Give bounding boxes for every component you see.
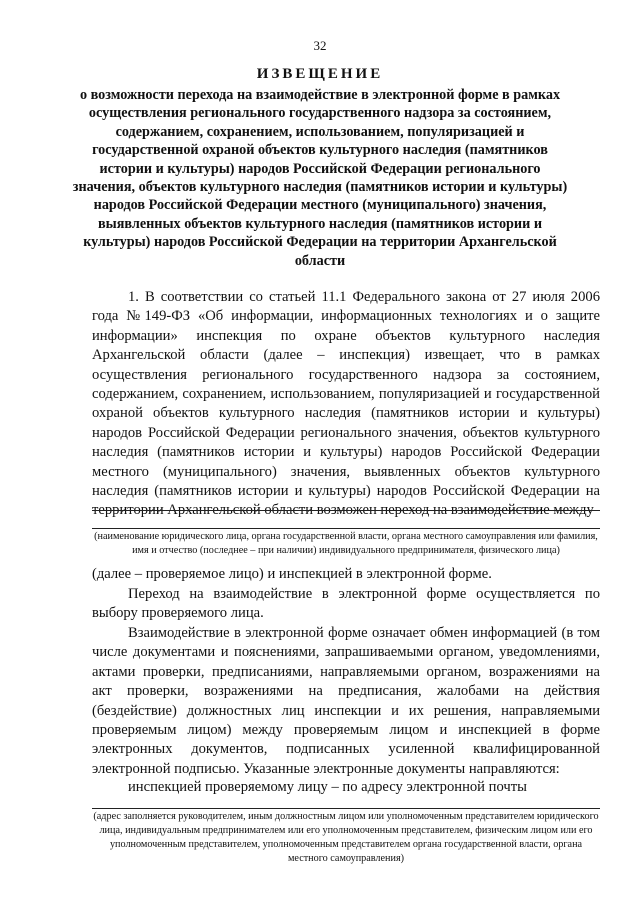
fill-line-1 [92, 510, 600, 511]
fill-line-2 [92, 528, 600, 529]
paragraph-5: инспекцией проверяемому лицу – по адресу электронной почты [128, 779, 527, 795]
caption-entity-name: (наименование юридического лица, органа государственной власти, органа местного самоуправления или фамилия, имя и отчество (последнее – при наличии) индивидуального предпринимателя, физического лица) [94, 531, 598, 556]
page-number: 32 [313, 38, 327, 53]
paragraph-4: Взаимодействие в электронной форме означает обмен информацией (в том числе документами и пояснениями, запрашиваемыми органом, уведомлениями, актами проверки, предписаниями, направляемыми органом, возражениями на акт проверки, возражениями на предписания, жалобами на действия (бездействие) должностных лиц инспекции и их решения, направляемыми проверяемым лицом) между проверяемым лицом и инспекцией в форме электронных документов, подписанных усиленной квалифицированной электронной подписью. Указанные электронные документы направляются: [92, 625, 600, 777]
fill-line-3 [92, 808, 600, 809]
paragraph-2: (далее – проверяемое лицо) и инспекцией в электронной форме. [92, 566, 492, 582]
document-title: ИЗВЕЩЕНИЕ [256, 66, 384, 82]
paragraph-3: Переход на взаимодействие в электронной форме осуществляется по выбору проверяемого лица. [92, 586, 600, 622]
paragraph-1: 1. В соответствии со статьей 11.1 Федерального закона от 27 июля 2006 года №149-ФЗ «Об информации, информационных технологиях и о защите информации» инспекция по охране объектов культурного наследия Архангельской области (далее – инспекция) извещает, что в рамках осуществления регионального государственного надзора за состоянием, содержанием, сохранением, использованием, популяризацией и государственной охраной объектов культурного наследия (памятников истории и культуры) народов Российской Федерации регионального значения, объектов культурного наследия (памятников истории и культуры) народов Российской Федерации местного (муниципального) значения, выявленных объектов культурного наследия (памятников истории и культуры) народов Российской Федерации на территории Архангельской области возможен переход на взаимодействие между [92, 289, 600, 519]
document-subtitle: о возможности перехода на взаимодействие в электронной форме в рамках осуществления регионального государственного надзора за состоянием, содержанием, сохранением, использованием, популяризацией и государственной охраной объектов культурного наследия (памятников истории и культуры) народов Российской Федерации регионального значения, объектов культурного наследия (памятников истории и культуры) народов Российской Федерации местного (муниципального) значения, выявленных объектов культурного наследия (памятников истории и культуры) народов Российской Федерации на территории Архангельской области [72, 87, 568, 269]
caption-email-address: (адрес заполняется руководителем, иным должностным лицом или уполномоченным представителем юридического лица, индивидуальным предпринимателем или его уполномоченным представителем, физическим лицом или его уполномоченным представителем, уполномоченным представителем органа государственной власти, органа местного самоуправления) [93, 811, 599, 864]
